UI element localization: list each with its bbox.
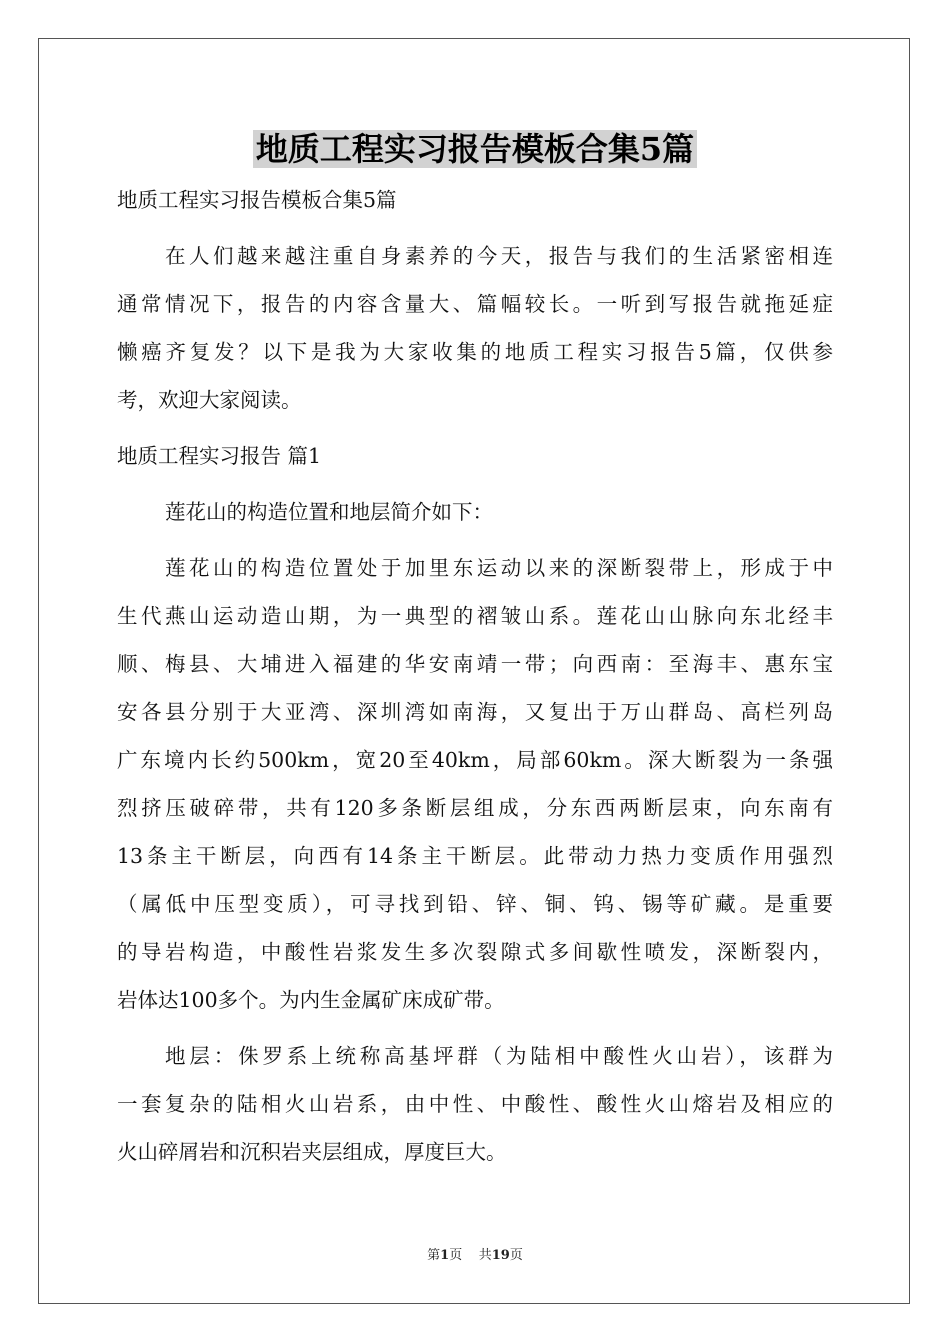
footer-page-unit: 页 [449, 1248, 463, 1263]
paragraph-line: 莲花山的构造位置和地层简介如下： [165, 500, 493, 524]
footer-total-unit: 页 [509, 1248, 523, 1263]
paragraph-line: 安各县分别于大亚湾、深圳湾如南海，又复出于万山群岛、高栏列岛 [117, 700, 833, 724]
footer-total-prefix: 共 [478, 1248, 492, 1263]
intro-line: 懒癌齐复发？以下是我为大家收集的地质工程实习报告5篇，仅供参 [117, 340, 833, 364]
footer-prefix: 第 [427, 1248, 441, 1263]
paragraph-line: 火山碎屑岩和沉积岩夹层组成，厚度巨大。 [117, 1140, 507, 1164]
intro-line: 考，欢迎大家阅读。 [117, 388, 302, 412]
paragraph-line: 生代燕山运动造山期，为一典型的褶皱山系。莲花山山脉向东北经丰 [117, 604, 833, 628]
paragraph-line: 的导岩构造，中酸性岩浆发生多次裂隙式多间歇性喷发，深断裂内， [117, 940, 833, 964]
paragraph-line: 一套复杂的陆相火山岩系，由中性、中酸性、酸性火山熔岩及相应的 [117, 1092, 833, 1116]
paragraph-line: 13条主干断层，向西有14条主干断层。此带动力热力变质作用强烈 [117, 844, 833, 868]
paragraph-line: （属低中压型变质），可寻找到铅、锌、铜、钨、锡等矿藏。是重要 [117, 892, 833, 916]
footer-page-number: 1 [440, 1248, 450, 1263]
page-footer [0, 1244, 950, 1263]
document-body [117, 176, 833, 1176]
paragraph-line: 地层：侏罗系上统称高基坪群（为陆相中酸性火山岩），该群为 [165, 1044, 833, 1068]
paragraph-line: 顺、梅县、大埔进入福建的华安南靖一带；向西南：至海丰、惠东宝 [117, 652, 833, 676]
document-title-text: 地质工程实习报告模板合集5篇 [253, 130, 697, 168]
footer-total-pages: 19 [491, 1248, 510, 1263]
paragraph-line: 莲花山的构造位置处于加里东运动以来的深断裂带上，形成于中 [165, 556, 833, 580]
section-heading: 地质工程实习报告 篇1 [117, 444, 322, 468]
paragraph-line: 烈挤压破碎带，共有120多条断层组成，分东西两断层束，向东南有 [117, 796, 833, 820]
document-subtitle: 地质工程实习报告模板合集5篇 [117, 188, 397, 212]
paragraph-line: 岩体达100多个。为内生金属矿床成矿带。 [117, 988, 505, 1012]
document-title [0, 124, 950, 174]
intro-line: 通常情况下，报告的内容含量大、篇幅较长。一听到写报告就拖延症 [117, 292, 833, 316]
intro-line: 在人们越来越注重自身素养的今天，报告与我们的生活紧密相连 [165, 244, 833, 268]
paragraph-line: 广东境内长约500km，宽20至40km，局部60km。深大断裂为一条强 [117, 748, 833, 772]
